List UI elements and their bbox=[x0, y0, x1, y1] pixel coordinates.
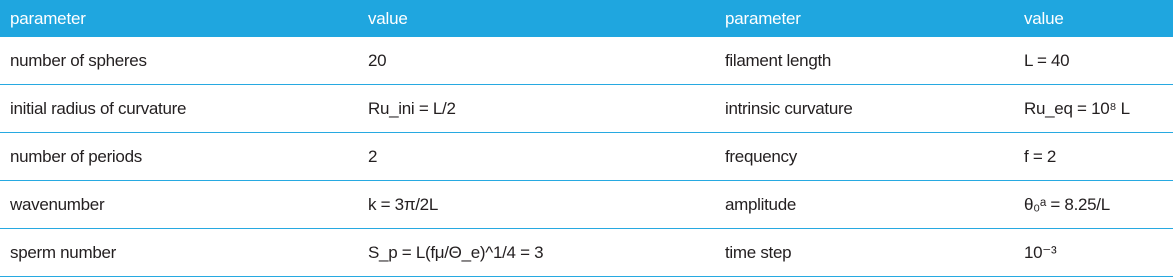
table-body bbox=[0, 37, 1173, 277]
parameter-value: L = 40 bbox=[1014, 37, 1173, 85]
parameter-name: wavenumber bbox=[0, 181, 358, 229]
header-value-2: value bbox=[1014, 0, 1173, 37]
parameter-value: k = 3π/2L bbox=[358, 181, 715, 229]
parameter-value: 2 bbox=[358, 133, 715, 181]
table-row bbox=[0, 133, 1173, 181]
parameter-name: number of spheres bbox=[0, 37, 358, 85]
parameter-value: f = 2 bbox=[1014, 133, 1173, 181]
parameter-value: 20 bbox=[358, 37, 715, 85]
parameter-value: S_p = L(fμ/Θ_e)^1/4 = 3 bbox=[358, 229, 715, 277]
header-row bbox=[0, 0, 1173, 37]
parameter-name: time step bbox=[715, 229, 1014, 277]
parameter-value: Ru_eq = 10⁸ L bbox=[1014, 85, 1173, 133]
parameter-name: intrinsic curvature bbox=[715, 85, 1014, 133]
parameter-value: 10⁻³ bbox=[1014, 229, 1173, 277]
header-parameter-1: parameter bbox=[0, 0, 358, 37]
table-row bbox=[0, 229, 1173, 277]
table-row bbox=[0, 181, 1173, 229]
table-row bbox=[0, 85, 1173, 133]
header-value-1: value bbox=[358, 0, 715, 37]
parameter-value: Ru_ini = L/2 bbox=[358, 85, 715, 133]
header-parameter-2: parameter bbox=[715, 0, 1014, 37]
parameter-name: initial radius of curvature bbox=[0, 85, 358, 133]
parameter-name: sperm number bbox=[0, 229, 358, 277]
table-header bbox=[0, 0, 1173, 37]
table-row bbox=[0, 37, 1173, 85]
parameter-value: θ₀ᵃ = 8.25/L bbox=[1014, 181, 1173, 229]
parameter-name: number of periods bbox=[0, 133, 358, 181]
parameter-name: frequency bbox=[715, 133, 1014, 181]
parameter-name: filament length bbox=[715, 37, 1014, 85]
parameter-name: amplitude bbox=[715, 181, 1014, 229]
